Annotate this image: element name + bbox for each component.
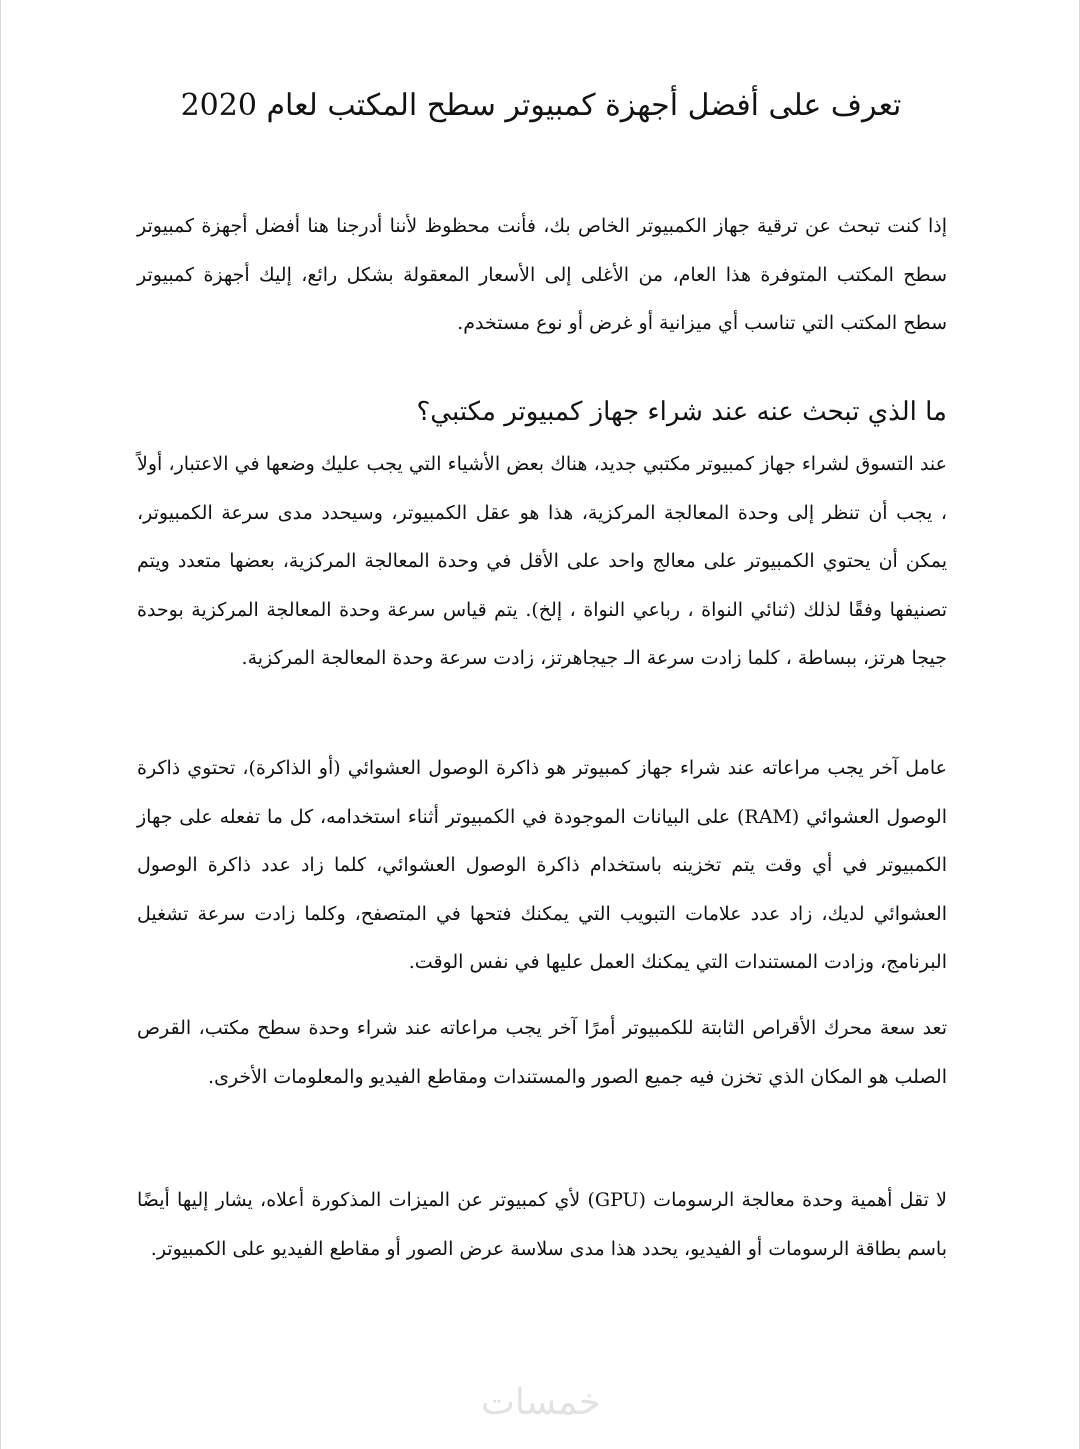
section-heading: ما الذي تبحث عنه عند شراء جهاز كمبيوتر مكتبي؟	[416, 397, 947, 427]
hard-drive-paragraph: تعد سعة محرك الأقراص الثابتة للكمبيوتر أمرًا آخر يجب مراعاته عند شراء وحدة سطح مكتب، القرص الصلب هو المكان الذي تخزن فيه جميع الصور والمستندات ومقاطع الفيديو والمعلومات الأخرى.	[137, 1017, 947, 1088]
gpu-paragraph: لا تقل أهمية وحدة معالجة الرسومات (GPU) لأي كمبيوتر عن الميزات المذكورة أعلاه، يشار إليها أيضًا باسم بطاقة الرسومات أو الفيديو، يحدد هذا مدى سلاسة عرض الصور أو مقاطع الفيديو على الكمبيوتر.	[137, 1189, 947, 1260]
ram-paragraph: عامل آخر يجب مراعاته عند شراء جهاز كمبيوتر هو ذاكرة الوصول العشوائي (أو الذاكرة)، تحتوي ذاكرة الوصول العشوائي (RAM) على البيانات الموجودة في الكمبيوتر أثناء استخدامه، كل ما تفعله على جهاز الكمبيوتر في أي وقت يتم تخزينه باستخدام ذاكرة الوصول العشوائي، كلما زاد عدد ذاكرة الوصول العشوائي لديك، زاد عدد علامات التبويب التي يمكنك فتحها في المتصفح، وكلما زادت سرعة تشغيل البرنامج، وزادت المستندات التي يمكنك العمل عليها في نفس الوقت.	[137, 757, 947, 973]
page-title: تعرف على أفضل أجهزة كمبيوتر سطح المكتب لعام 2020	[180, 88, 902, 123]
site-watermark: خمسات	[480, 1382, 602, 1423]
intro-paragraph: إذا كنت تبحث عن ترقية جهاز الكمبيوتر الخاص بك، فأنت محظوظ لأننا أدرجنا هنا أفضل أجهزة كمبيوتر سطح المكتب المتوفرة هذا العام، من الأغلى إلى الأسعار المعقولة بشكل رائع، إليك أجهزة كمبيوتر سطح المكتب التي تناسب أي ميزانية أو غرض أو نوع مستخدم.	[137, 215, 947, 334]
cpu-paragraph: عند التسوق لشراء جهاز كمبيوتر مكتبي جديد، هناك بعض الأشياء التي يجب عليك وضعها في الاعتبار، أولاً ، يجب أن تنظر إلى وحدة المعالجة المركزية، هذا هو عقل الكمبيوتر، وسيحدد مدى سرعة الكمبيوتر، يمكن أن يحتوي الكمبيوتر على معالج واحد على الأقل في وحدة المعالجة المركزية، بعضها متعدد ويتم تصنيفها وفقًا لذلك (ثنائي النواة ، رباعي النواة ، إلخ). يتم قياس سرعة وحدة المعالجة المركزية بوحدة جيجا هرتز، ببساطة ، كلما زادت سرعة الـ جيجاهرتز، زادت سرعة وحدة المعالجة المركزية.	[137, 453, 947, 669]
